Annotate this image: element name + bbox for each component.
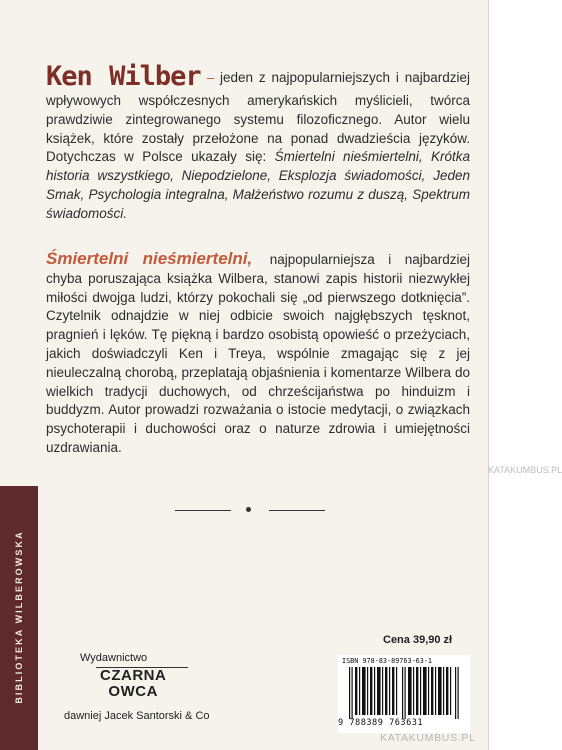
divider-line-left [175,510,231,511]
isbn-label: ISBN 978-83-89763-63-1 [342,657,433,665]
book-description-text: najpopularniejsza i najbardziej chyba poruszająca książka Wilbera, stanowi zapis historii niezwykłej miłości dwojga ludzi, którzy pokochali się „od pierwszego dotknięcia”. Czytelnik odnajdzie w niej odbicie swoich najgłębszych tęsknot, pragnień i lęków. Tę piękną i bardzo osobistą opowieść o przeżyciach, jakich doświadczyli Ken i Treya, wspólnie zmagając się z jej nieuleczalną chorobą, przeplatają objaśnienia i komentarze Wilbera do wielkich tradycji duchowych, od chrześcijaństwa po hinduizm i buddyzm. Autor prowadzi rozważania o istocie medytacji, o związkach psychoterapii i duchowości oraz o naturze zdrowia i umiejętności uzdrawiania. [46,252,470,455]
barcode-icon [346,667,464,719]
site-watermark: KATAKUMBUS.PL [380,732,476,744]
divider-dot [246,507,251,512]
publisher-name-line2: OWCA [108,683,158,700]
price-label: Cena 39,90 zł [383,634,453,646]
book-title-comma: , [247,249,253,268]
edge-watermark: KATAKUMBUS.PL [488,465,562,475]
author-bio-titles: Śmiertelni nieśmiertelni, Krótka historia wszystkiego, Niepodzielone, Eksplozja świadomości, Jeden Smak, Psychologia integralna, Małżeństwo rozumu z duszą, Spektrum świadomości. [46,149,470,221]
book-description [46,250,470,458]
publisher-label: Wydawnictwo [80,652,148,664]
divider-line-right [269,510,325,511]
book-title [46,249,252,268]
author-name: Ken Wilber [46,61,201,92]
author-bio [46,62,470,224]
publisher-logo [100,668,166,700]
barcode-block [338,655,470,733]
publisher-subtitle: dawniej Jacek Santorski & Co [64,710,210,722]
section-divider [175,510,325,511]
publisher-name-line1: CZARNA [100,667,167,684]
barcode-digits: 9 788389 763631 [338,718,424,728]
book-title-text: Śmiertelni nieśmiertelni [46,249,248,268]
author-bio-text: jeden z najpopularniejszych i najbardziej wpływowych współczesnych amerykańskich myślicieli, twórca prawdziwie zintegrowanego systemu filozoficznego. Autor wielu książek, które zostały przełożone na ponad dwadzieścia języków. Dotychczas w Polsce ukazały się: [46,70,470,165]
series-label: BIBLIOTEKA WILBEROWSKA [14,530,24,704]
author-dash: – [206,70,215,85]
